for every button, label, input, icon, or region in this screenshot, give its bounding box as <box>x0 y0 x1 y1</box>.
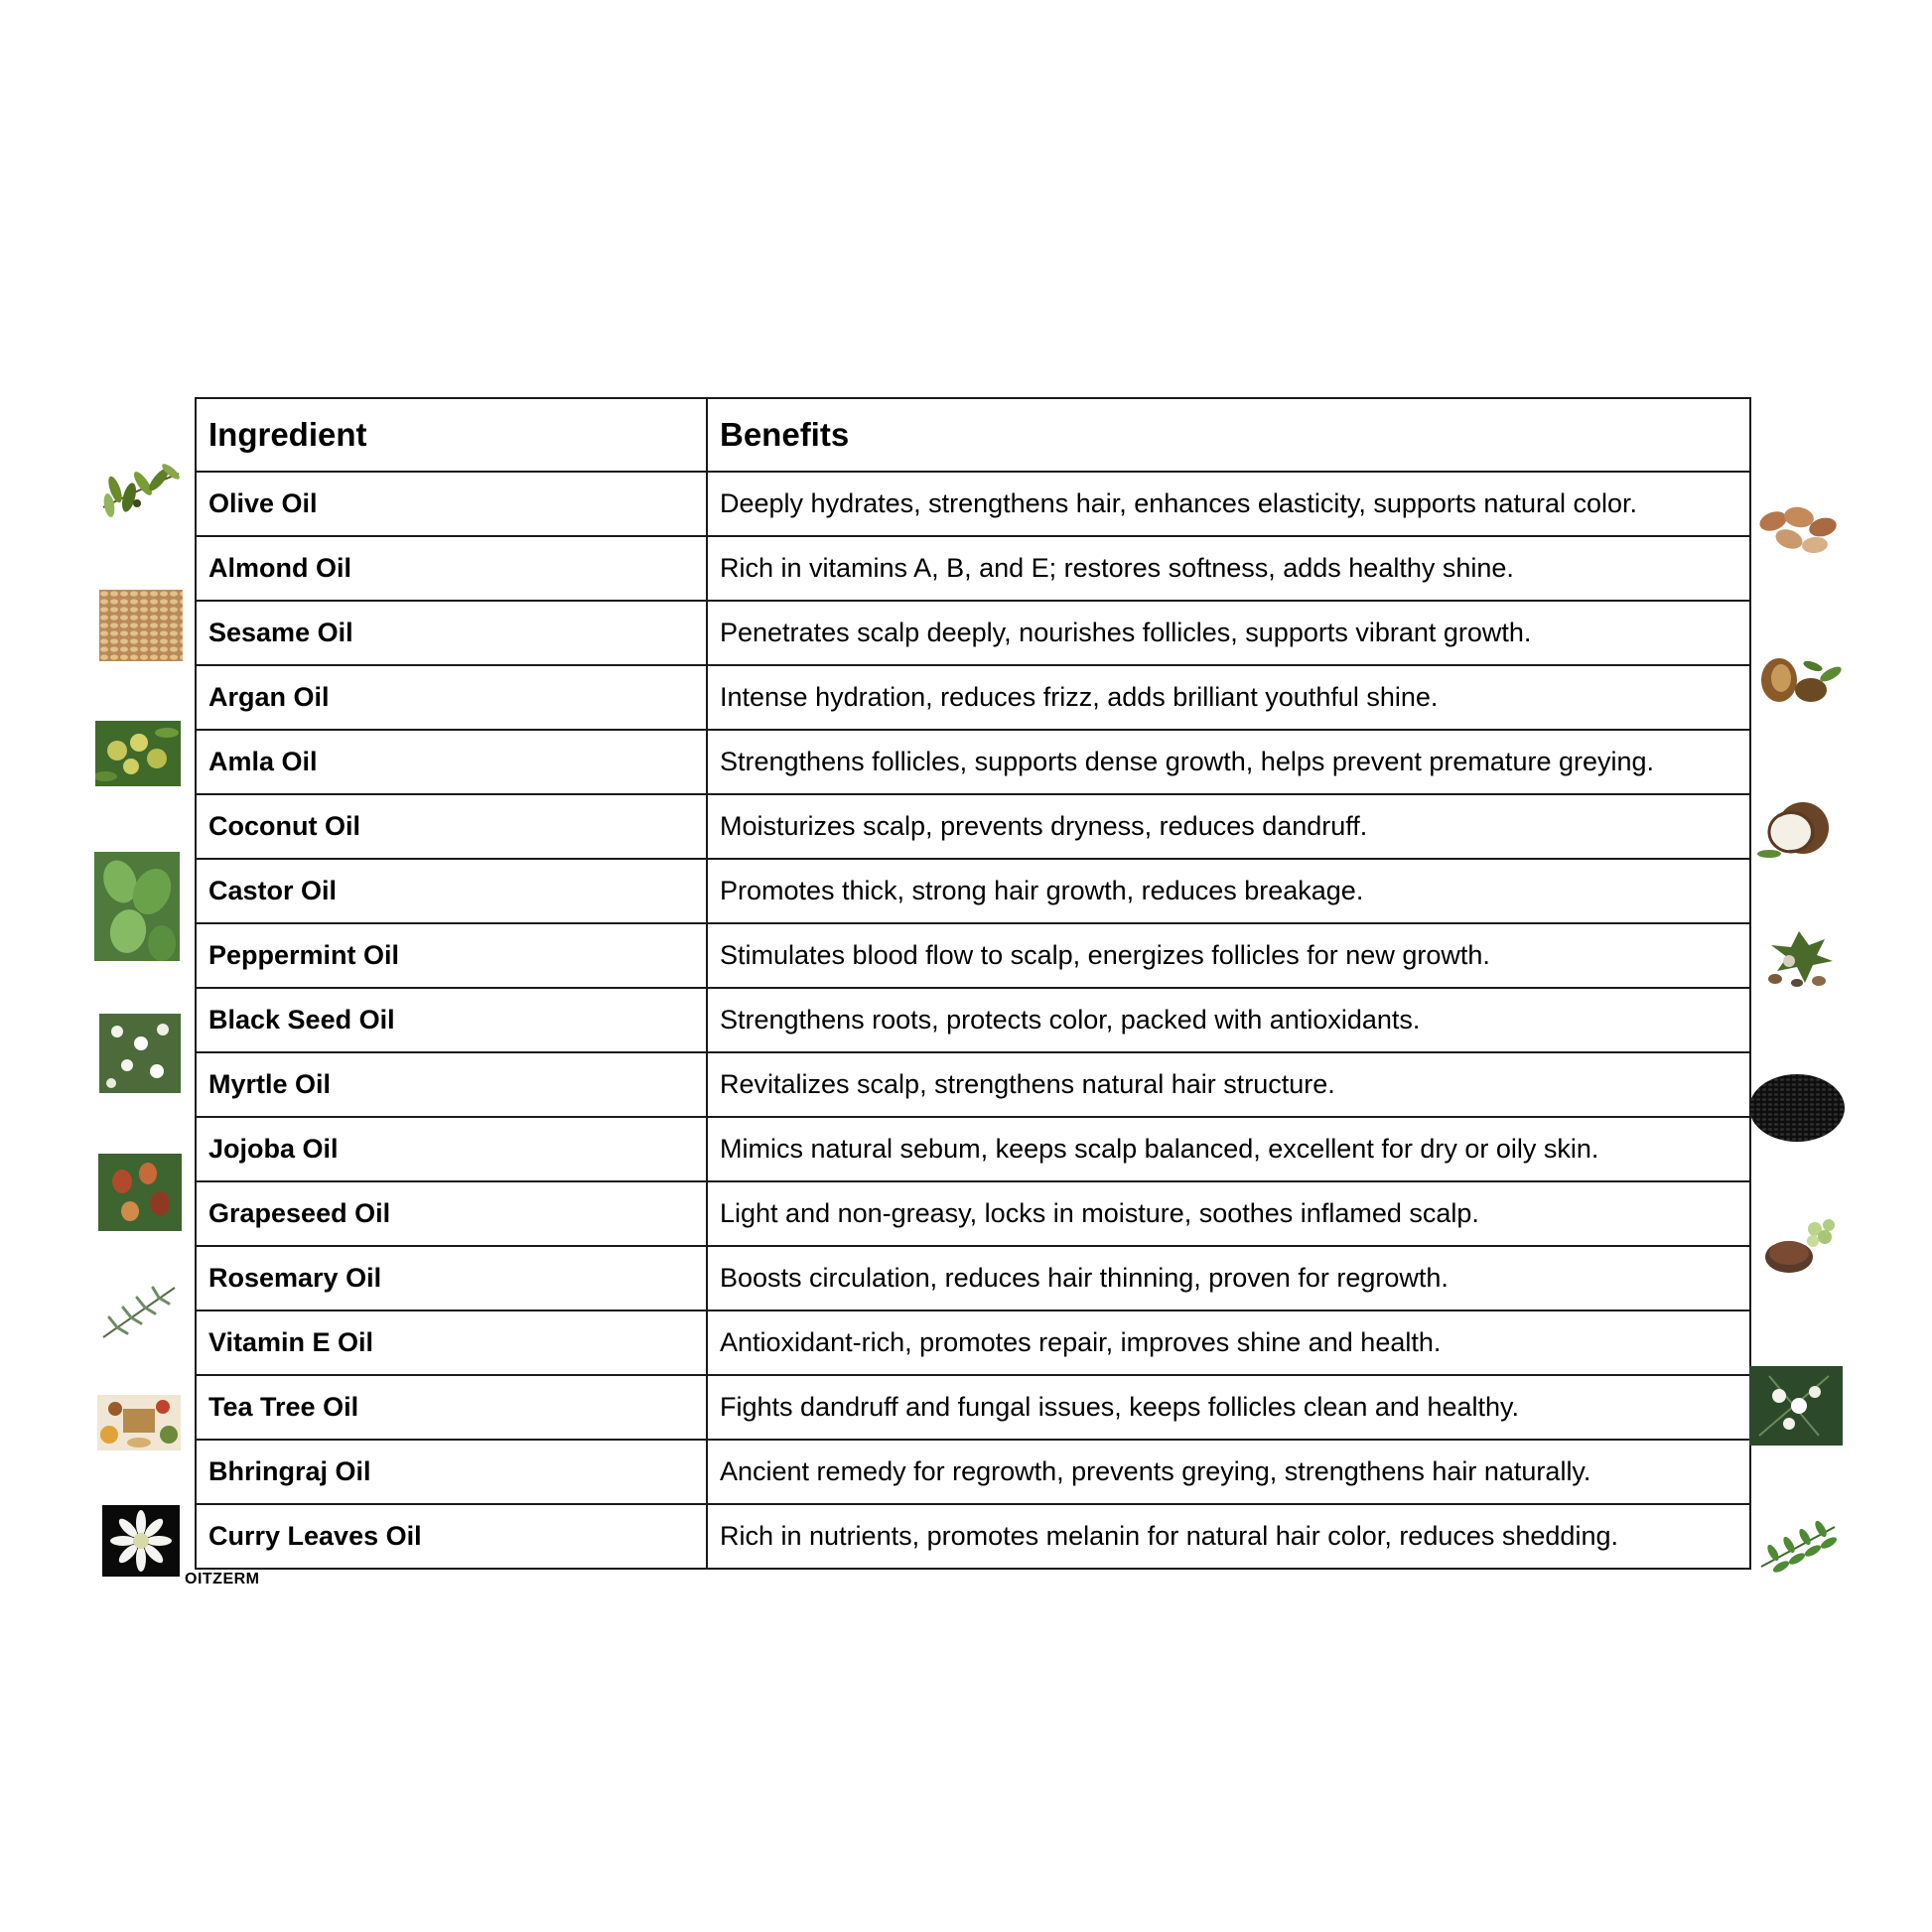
amla-fruit-photo <box>95 721 181 786</box>
ingredient-cell: Almond Oil <box>196 536 707 601</box>
table-row <box>196 1117 1750 1181</box>
table-row <box>196 665 1750 730</box>
benefits-cell: Mimics natural sebum, keeps scalp balanced, excellent for dry or oily skin. <box>707 1117 1750 1181</box>
olive-branch-photo <box>99 460 183 523</box>
table-row <box>196 1311 1750 1375</box>
ingredient-cell: Argan Oil <box>196 665 707 730</box>
grapeseed-photo <box>1755 1211 1841 1281</box>
ingredient-cell: Black Seed Oil <box>196 988 707 1052</box>
benefits-cell: Fights dandruff and fungal issues, keeps follicles clean and healthy. <box>707 1375 1750 1440</box>
benefits-cell: Strengthens roots, protects color, packed with antioxidants. <box>707 988 1750 1052</box>
ingredient-cell: Castor Oil <box>196 859 707 923</box>
table-row <box>196 1504 1750 1569</box>
table-row <box>196 1375 1750 1440</box>
ingredient-cell: Olive Oil <box>196 472 707 536</box>
benefits-cell: Deeply hydrates, strengthens hair, enhances elasticity, supports natural color. <box>707 472 1750 536</box>
ingredient-cell: Coconut Oil <box>196 794 707 859</box>
benefits-cell: Rich in nutrients, promotes melanin for natural hair color, reduces shedding. <box>707 1504 1750 1569</box>
benefits-cell: Antioxidant-rich, promotes repair, improves shine and health. <box>707 1311 1750 1375</box>
table-row <box>196 794 1750 859</box>
rosemary-sprig-photo <box>97 1282 181 1341</box>
ingredient-cell: Peppermint Oil <box>196 923 707 988</box>
watermark-text: OITZERM <box>185 1571 260 1587</box>
ingredient-cell: Tea Tree Oil <box>196 1375 707 1440</box>
benefits-cell: Promotes thick, strong hair growth, reduces breakage. <box>707 859 1750 923</box>
benefits-cell: Rich in vitamins A, B, and E; restores softness, adds healthy shine. <box>707 536 1750 601</box>
table-row <box>196 923 1750 988</box>
table-body <box>196 472 1750 1569</box>
ingredient-cell: Jojoba Oil <box>196 1117 707 1181</box>
benefits-cell: Stimulates blood flow to scalp, energizes follicles for new growth. <box>707 923 1750 988</box>
table-row <box>196 1440 1750 1504</box>
ingredient-cell: Grapeseed Oil <box>196 1181 707 1246</box>
coconut-photo <box>1755 798 1839 862</box>
ingredients-table <box>195 397 1751 1570</box>
ingredient-cell: Amla Oil <box>196 730 707 794</box>
table-row <box>196 859 1750 923</box>
table-row <box>196 1246 1750 1311</box>
ingredient-cell: Sesame Oil <box>196 601 707 665</box>
tea-tree-flowers-photo <box>1749 1366 1843 1446</box>
ingredient-cell: Vitamin E Oil <box>196 1311 707 1375</box>
benefits-cell: Light and non-greasy, locks in moisture, soothes inflamed scalp. <box>707 1181 1750 1246</box>
ingredient-cell: Myrtle Oil <box>196 1052 707 1117</box>
table-row <box>196 1181 1750 1246</box>
jojoba-fruit-photo <box>98 1154 182 1231</box>
sesame-seeds-photo <box>99 590 183 661</box>
myrtle-flowers-photo <box>99 1014 181 1093</box>
almonds-photo <box>1751 493 1845 561</box>
benefits-cell: Ancient remedy for regrowth, prevents greying, strengthens hair naturally. <box>707 1440 1750 1504</box>
ingredient-cell: Rosemary Oil <box>196 1246 707 1311</box>
table-row <box>196 601 1750 665</box>
peppermint-leaves-photo <box>94 852 180 961</box>
black-seeds-photo <box>1749 1072 1845 1144</box>
benefits-cell: Revitalizes scalp, strengthens natural hair structure. <box>707 1052 1750 1117</box>
ingredient-cell: Curry Leaves Oil <box>196 1504 707 1569</box>
curry-leaves-photo <box>1755 1517 1841 1575</box>
benefits-cell: Strengthens follicles, supports dense growth, helps prevent premature greying. <box>707 730 1750 794</box>
vitamin-e-foods-photo <box>97 1395 181 1450</box>
benefits-cell: Intense hydration, reduces frizz, adds brilliant youthful shine. <box>707 665 1750 730</box>
argan-nuts-photo <box>1751 650 1843 714</box>
ingredient-cell: Bhringraj Oil <box>196 1440 707 1504</box>
table-row <box>196 988 1750 1052</box>
column-header-ingredient: Ingredient <box>196 398 707 472</box>
column-header-benefits: Benefits <box>707 398 1750 472</box>
castor-seeds-photo <box>1755 927 1839 991</box>
table-row <box>196 536 1750 601</box>
table-header-row <box>196 398 1750 472</box>
table-row <box>196 1052 1750 1117</box>
bhringraj-flower-photo <box>102 1505 180 1577</box>
benefits-cell: Penetrates scalp deeply, nourishes follicles, supports vibrant growth. <box>707 601 1750 665</box>
benefits-cell: Boosts circulation, reduces hair thinning, proven for regrowth. <box>707 1246 1750 1311</box>
table-row <box>196 472 1750 536</box>
benefits-cell: Moisturizes scalp, prevents dryness, reduces dandruff. <box>707 794 1750 859</box>
table-row <box>196 730 1750 794</box>
